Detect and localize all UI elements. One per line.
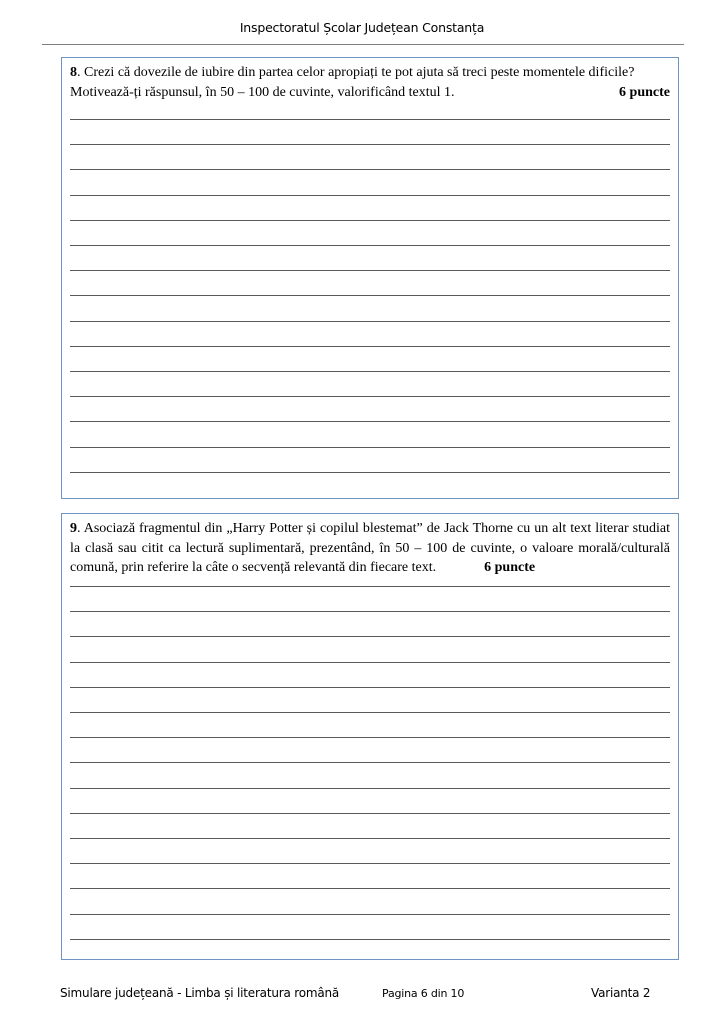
answer-line bbox=[70, 611, 670, 612]
answer-line bbox=[70, 321, 670, 322]
answer-line bbox=[70, 371, 670, 372]
answer-line bbox=[70, 119, 670, 120]
answer-line bbox=[70, 813, 670, 814]
question-8-box bbox=[61, 57, 679, 499]
answer-line bbox=[70, 687, 670, 688]
answer-line bbox=[70, 169, 670, 170]
question-8-prompt-line1: . Crezi că dovezile de iubire din partea celor apropiați te pot ajuta să treci peste momentele dificile? bbox=[77, 65, 635, 80]
footer-exam-name: Simulare județeană - Limba și literatura română bbox=[60, 986, 340, 1000]
answer-line bbox=[70, 472, 670, 473]
answer-line bbox=[70, 586, 670, 587]
answer-line bbox=[70, 737, 670, 738]
answer-line bbox=[70, 788, 670, 789]
answer-line bbox=[70, 863, 670, 864]
question-9-prompt: . Asociază fragmentul din „Harry Potter și copilul blestemat” de Jack Thorne cu un alt text literar studiat la clasă sau citit ca lectură suplimentară, prezentând, în 50 – 100 de cuvinte, o valoare morală/culturală comună, prin referire la câte o secvență relevantă din fiecare text. bbox=[70, 521, 670, 575]
answer-line bbox=[70, 662, 670, 663]
question-8-text bbox=[70, 63, 670, 102]
answer-line bbox=[70, 888, 670, 889]
question-9-number: 9 bbox=[70, 521, 77, 536]
answer-line bbox=[70, 914, 670, 915]
answer-line bbox=[70, 712, 670, 713]
header-divider bbox=[42, 44, 684, 45]
answer-line bbox=[70, 220, 670, 221]
answer-line bbox=[70, 939, 670, 940]
footer-variant: Varianta 2 bbox=[591, 986, 651, 1000]
answer-line bbox=[70, 447, 670, 448]
question-8-number: 8 bbox=[70, 65, 77, 80]
answer-line bbox=[70, 396, 670, 397]
question-9-text bbox=[70, 519, 670, 578]
question-8-prompt-line2: Motivează-ți răspunsul, în 50 – 100 de cuvinte, valorificând textul 1. bbox=[70, 84, 455, 100]
footer-page-number: Pagina 6 din 10 bbox=[382, 987, 465, 1000]
answer-line bbox=[70, 762, 670, 763]
question-9-points: 6 puncte bbox=[484, 560, 536, 575]
answer-line bbox=[70, 346, 670, 347]
answer-line bbox=[70, 421, 670, 422]
answer-line bbox=[70, 195, 670, 196]
answer-line bbox=[70, 636, 670, 637]
answer-line bbox=[70, 838, 670, 839]
answer-line bbox=[70, 270, 670, 271]
answer-line bbox=[70, 144, 670, 145]
question-9-box bbox=[61, 513, 679, 960]
page-header-title: Inspectoratul Școlar Județean Constanța bbox=[239, 20, 485, 35]
answer-line bbox=[70, 295, 670, 296]
question-8-points: 6 puncte bbox=[619, 84, 670, 100]
answer-line bbox=[70, 245, 670, 246]
